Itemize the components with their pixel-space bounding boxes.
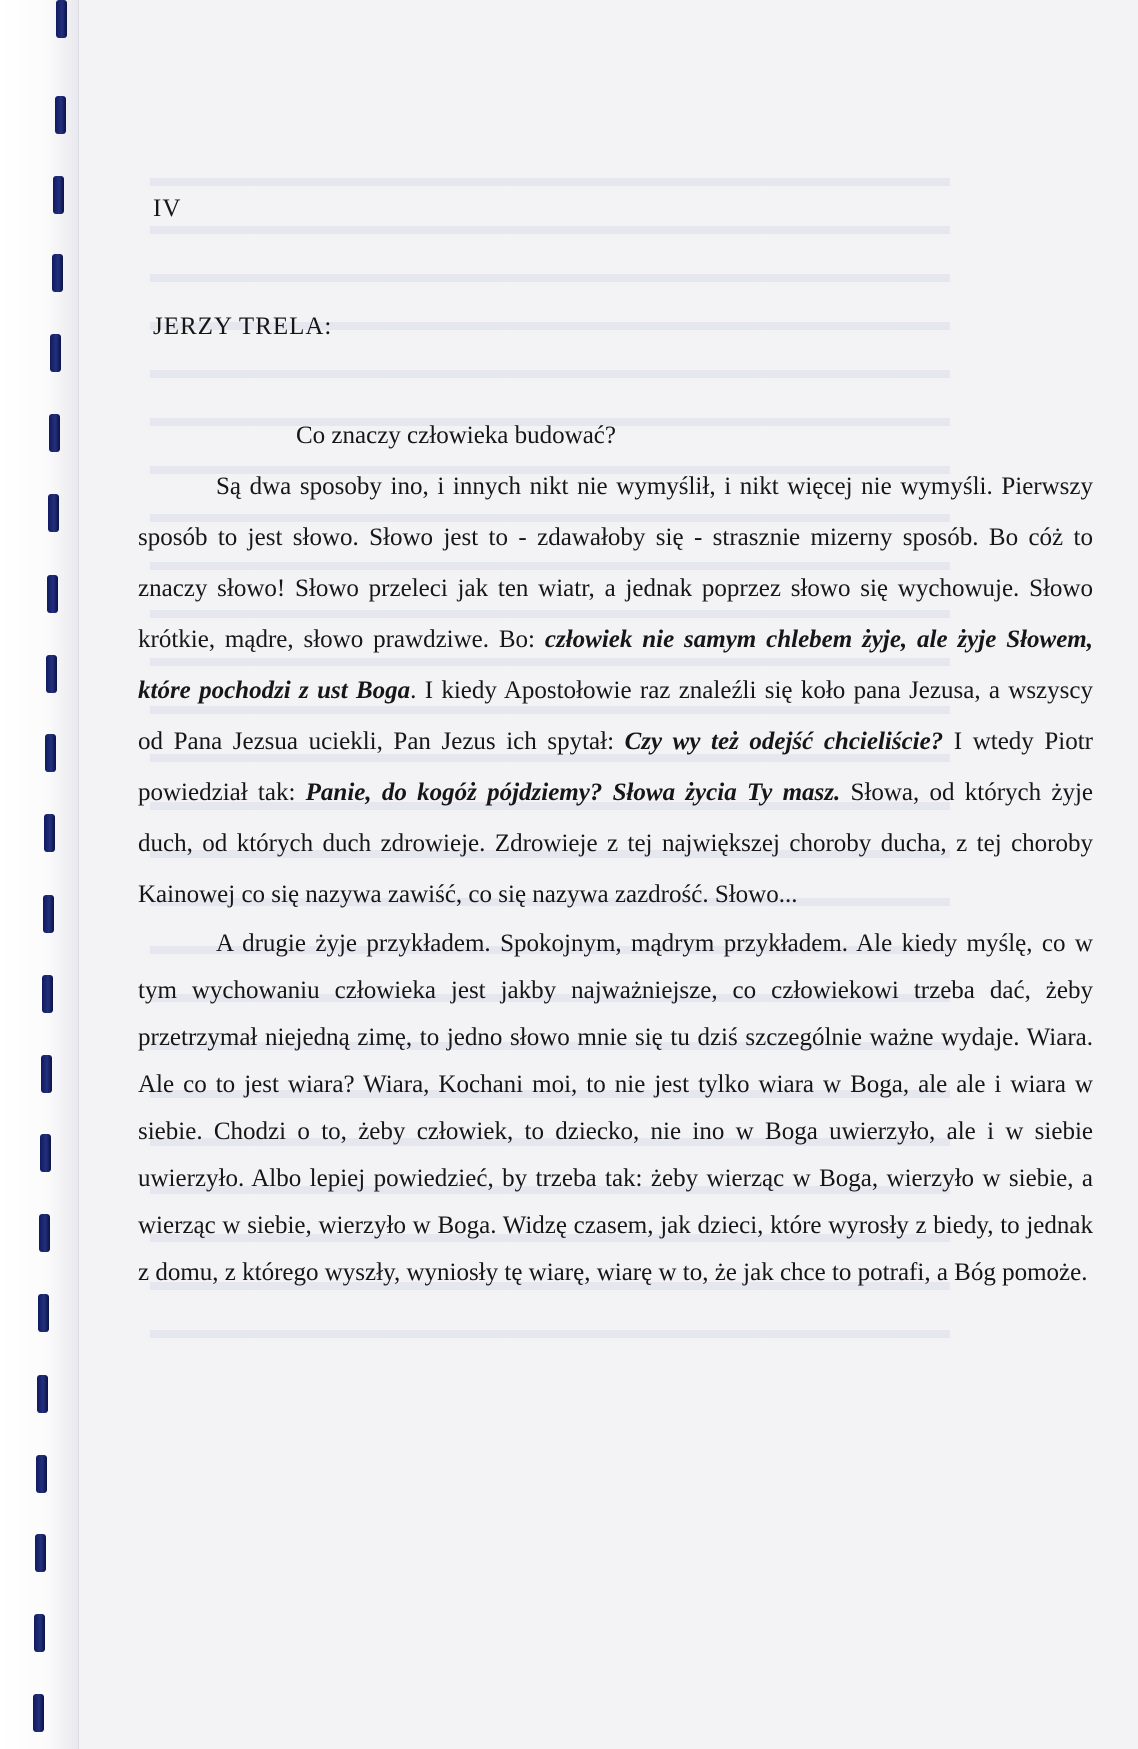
paragraph-2: A drugie żyje przykładem. Spokojnym, mądrym przykładem. Ale kiedy myślę, co w tym wychowaniu człowieka jest jakby najważniejsze, co człowiekowi trzeba dać, żeby przetrzymał niejedną zimę, to jedno słowo mnie się tu dziś szczególnie ważne wydaje. Wiara. Ale co to jest wiara? Wiara, Kochani moi, to nie jest tylko wiara w Boga, ale ale i wiara w siebie. Chodzi o to, żeby człowiek, to dziecko, nie ino w Boga uwierzyło, ale i w siebie uwierzyło. Albo lepiej powiedzieć, by trzeba tak: żeby wierząc w Boga, wierzyło w siebie, a wierząc w siebie, wierzyło w Boga. Widzę czasem, jak dzieci, które wyrosły z biedy, to jednak z domu, z którego wyszły, wyniosły tę wiarę, wiarę w to, że jak chce to potrafi, a Bóg pomoże. [138, 930, 1093, 1286]
chapter-numeral: IV [153, 195, 182, 222]
binding-ring [52, 254, 63, 292]
paragraph-1-text: Są dwa sposoby ino, i innych nikt nie wymyślił, i nikt więcej nie wymyśli. Pierwszy sposób to jest słowo. Słowo jest to - zdawałoby się - strasznie mizerny sposób. Bo cóż to znaczy słowo! Słowo przeleci jak ten wiatr, a jednak poprzez słowo się wychowuje. Słowo krótkie, mądre, słowo prawdziwe. Bo: [138, 473, 1093, 653]
binding-ring [49, 414, 60, 452]
binding-ring [40, 1134, 51, 1172]
paragraph-1-text: . I kiedy Apostołowie raz znaleźli się koło pana Jezusa, a wszyscy od Pana Jezsua uciekli, Pan Jezus ich spytał: [138, 677, 1093, 755]
opening-question: Co znaczy człowieka budować? [296, 422, 616, 449]
binding-ring [38, 1294, 49, 1332]
binding-ring [53, 176, 64, 214]
spiral-binding [0, 0, 79, 1749]
binding-ring [34, 1614, 45, 1652]
scripture-quote: Panie, do kogóż pójdziemy? Słowa życia Ty masz. [305, 779, 841, 806]
paragraph-1-text: I wtedy Piotr powiedział tak: [138, 728, 1094, 806]
binding-ring [37, 1375, 48, 1413]
binding-ring [47, 575, 58, 613]
scripture-quote: człowiek nie samym chlebem żyje, ale żyje Słowem, które pochodzi z ust Boga [138, 626, 1094, 704]
paragraph-1-text: Słowa, od których żyje duch, od których duch zdrowieje. Zdrowieje z tej największej choroby ducha, z tej choroby Kainowej co się nazywa zawiść, co się nazywa zazdrość. Słowo... [138, 779, 1093, 908]
body-text [138, 410, 1093, 1296]
binding-ring [42, 975, 53, 1013]
binding-ring [44, 814, 55, 852]
binding-ring [35, 1534, 46, 1572]
binding-ring [43, 895, 54, 933]
binding-ring [46, 655, 57, 693]
document-page [138, 0, 1093, 1749]
binding-ring [48, 494, 59, 532]
speaker-name: JERZY TRELA: [153, 313, 333, 340]
binding-ring [36, 1455, 47, 1493]
binding-ring [50, 334, 61, 372]
binding-ring [45, 734, 56, 772]
paragraph-1 [138, 461, 1093, 920]
binding-ring [39, 1214, 50, 1252]
binding-ring [41, 1055, 52, 1093]
binding-ring [55, 96, 66, 134]
binding-ring [56, 0, 67, 38]
scripture-quote: Czy wy też odejść chcieliście? [624, 728, 944, 755]
binding-ring [33, 1694, 44, 1732]
